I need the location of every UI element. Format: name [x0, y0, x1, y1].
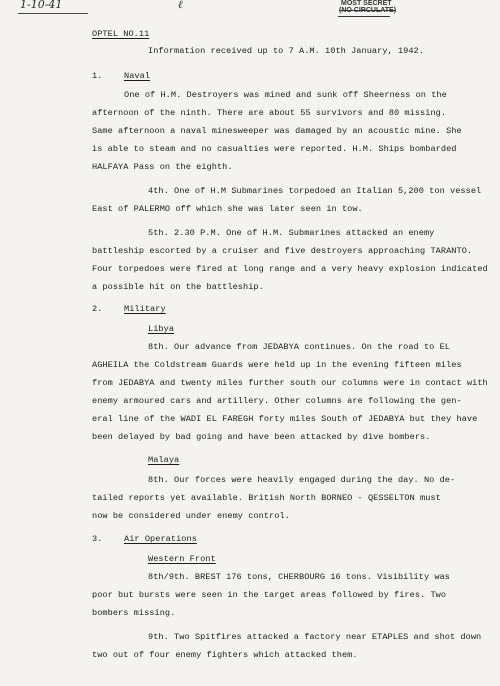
- document-intro: Information received up to 7 A.M. 10th January, 1942.: [148, 46, 424, 56]
- stamp-rule: [338, 16, 390, 17]
- handwritten-mark: ℓ: [178, 0, 183, 11]
- naval-line: HALFAYA Pass on the eighth.: [92, 162, 233, 172]
- naval-line: East of PALERMO off which she was later seen in tow.: [92, 204, 363, 214]
- naval-line: battleship escorted by a cruiser and five destroyers approaching TARANTO.: [92, 246, 473, 256]
- section-title-naval: Naval: [124, 71, 151, 81]
- naval-line: afternoon of the ninth. There are about 55 survivors and 80 missing.: [92, 108, 447, 118]
- section-number-military: 2.: [92, 304, 103, 314]
- malaya-line: tailed reports yet available. British North BORNEO - QESSELTON must: [92, 493, 441, 503]
- secret-stamp-line2: (NO CIRCULATE): [339, 7, 397, 14]
- malaya-line: 8th. Our forces were heavily engaged during the day. No de-: [148, 475, 456, 485]
- subsection-title-western-front: Western Front: [148, 554, 216, 564]
- section-number-naval: 1.: [92, 71, 103, 81]
- naval-line: 5th. 2.30 P.M. One of H.M. Submarines attacked an enemy: [148, 228, 435, 238]
- naval-line: One of H.M. Destroyers was mined and sunk off Sheerness on the: [124, 90, 447, 100]
- secret-stamp-line1: MOST SECRET: [341, 0, 392, 7]
- libya-line: from JEDABYA and twenty miles further south our columns were in contact with: [92, 378, 488, 388]
- section-number-air: 3.: [92, 534, 103, 544]
- libya-line: eral line of the WADI EL FAREGH forty miles South of JEDABYA but they have: [92, 414, 478, 424]
- air-line: two out of four enemy fighters which attacked them.: [92, 650, 358, 660]
- handwritten-underline: [18, 13, 88, 14]
- section-title-air: Air Operations: [124, 534, 197, 544]
- libya-line: AGHEILA the Coldstream Guards were held up in the evening fifteen miles: [92, 360, 462, 370]
- libya-line: enemy armoured cars and artillery. Other columns are following the gen-: [92, 396, 462, 406]
- air-line: 9th. Two Spitfires attacked a factory near ETAPLES and shot down: [148, 632, 482, 642]
- naval-line: Same afternoon a naval minesweeper was damaged by an acoustic mine. She: [92, 126, 462, 136]
- naval-line: a possible hit on the battleship.: [92, 282, 264, 292]
- naval-line: is able to steam and no casualties were reported. H.M. Ships bombarded: [92, 144, 457, 154]
- malaya-line: now be considered under enemy control.: [92, 511, 290, 521]
- air-line: bombers missing.: [92, 608, 176, 618]
- air-line: poor but bursts were seen in the target areas followed by fires. Two: [92, 590, 447, 600]
- subsection-title-libya: Libya: [148, 324, 175, 334]
- naval-line: 4th. One of H.M Submarines torpedoed an Italian 5,200 ton vessel: [148, 186, 482, 196]
- handwritten-date: 1-10-41: [20, 0, 63, 11]
- naval-line: Four torpedoes were fired at long range and a very heavy explosion indicated: [92, 264, 488, 274]
- subsection-title-malaya: Malaya: [148, 455, 180, 465]
- section-title-military: Military: [124, 304, 166, 314]
- libya-line: 8th. Our advance from JEDABYA continues. On the road to EL: [148, 342, 451, 352]
- libya-line: been delayed by bad going and have been attacked by dive bombers.: [92, 432, 431, 442]
- air-line: 8th/9th. BREST 176 tons, CHERBOURG 16 tons. Visibility was: [148, 572, 451, 582]
- document-reference: OPTEL NO.11: [92, 29, 150, 39]
